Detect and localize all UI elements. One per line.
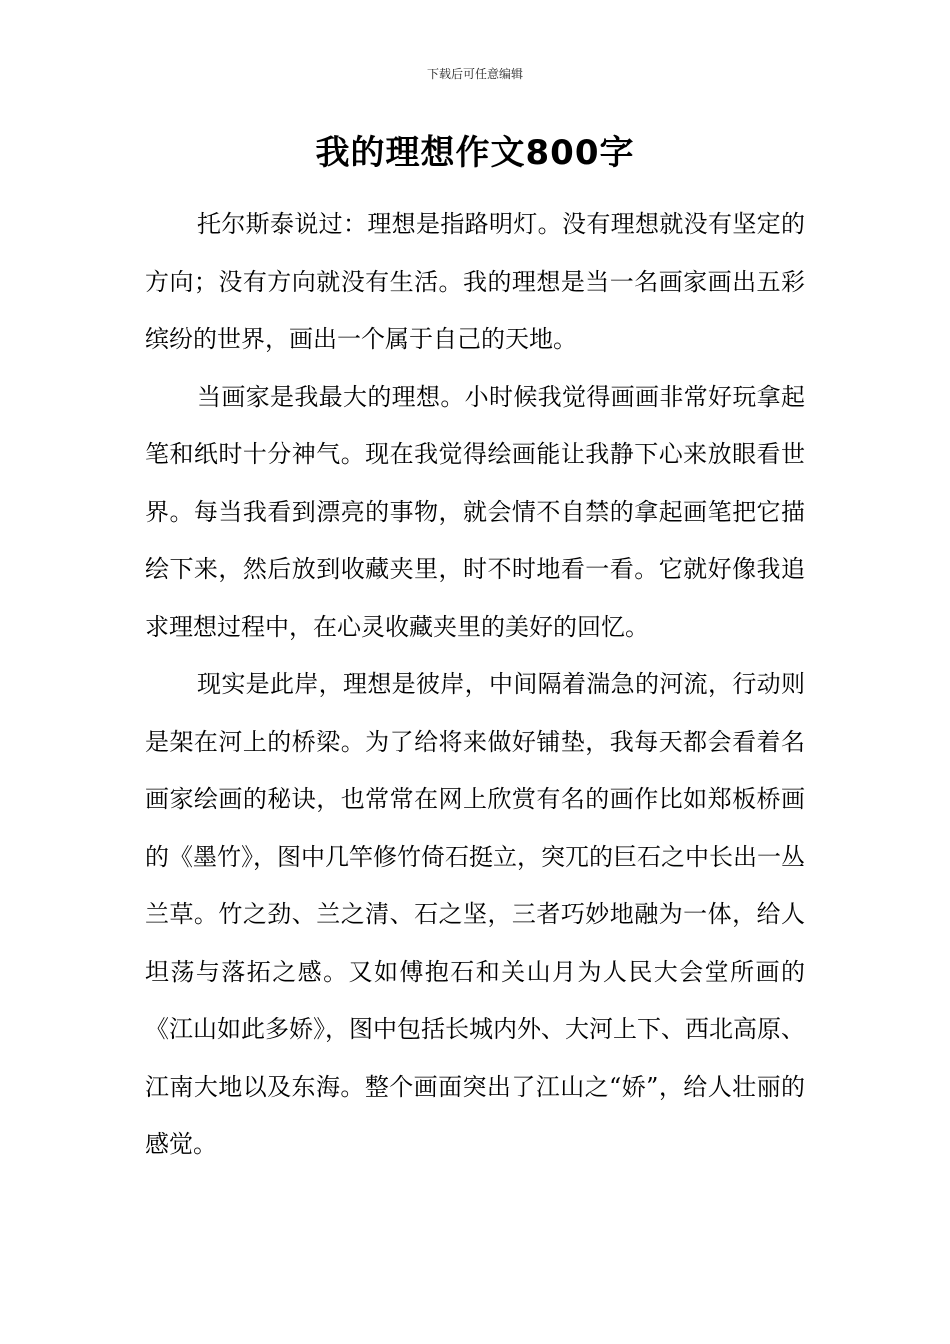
page-header-note: 下载后可任意编辑 <box>426 67 523 81</box>
document-title: 我的理想作文800字 <box>315 133 635 173</box>
paragraph-3: 现实是此岸，理想是彼岸，中间隔着湍急的河流，行动则是架在河上的桥梁。为了给将来做好铺垫，我每天都会看着名画家绘画的秘诀，也常常在网上欣赏有名的画作比如郑板桥画的《墨竹》，图中几竿修竹倚石挺立，突兀的巨石之中长出一丛兰草。竹之劲、兰之清、石之坚，三者巧妙地融为一体，给人坦荡与落拓之感。又如傅抱石和关山月为人民大会堂所画的《江山如此多娇》，图中包括长城内外、大河上下、西北高原、江南大地以及东海。整个画面突出了江山之“娇”，给人壮丽的感觉。 <box>145 670 805 1158</box>
paragraph-2: 当画家是我最大的理想。小时候我觉得画画非常好玩拿起笔和纸时十分神气。现在我觉得绘画能让我静下心来放眼看世界。每当我看到漂亮的事物，就会情不自禁的拿起画笔把它描绘下来，然后放到收藏夹里，时不时地看一看。它就好像我追求理想过程中，在心灵收藏夹里的美好的回忆。 <box>145 382 805 641</box>
paragraph-1: 托尔斯泰说过：理想是指路明灯。没有理想就没有坚定的方向；没有方向就没有生活。我的理想是当一名画家画出五彩缤纷的世界，画出一个属于自己的天地。 <box>145 210 805 353</box>
document-body <box>145 196 805 1174</box>
